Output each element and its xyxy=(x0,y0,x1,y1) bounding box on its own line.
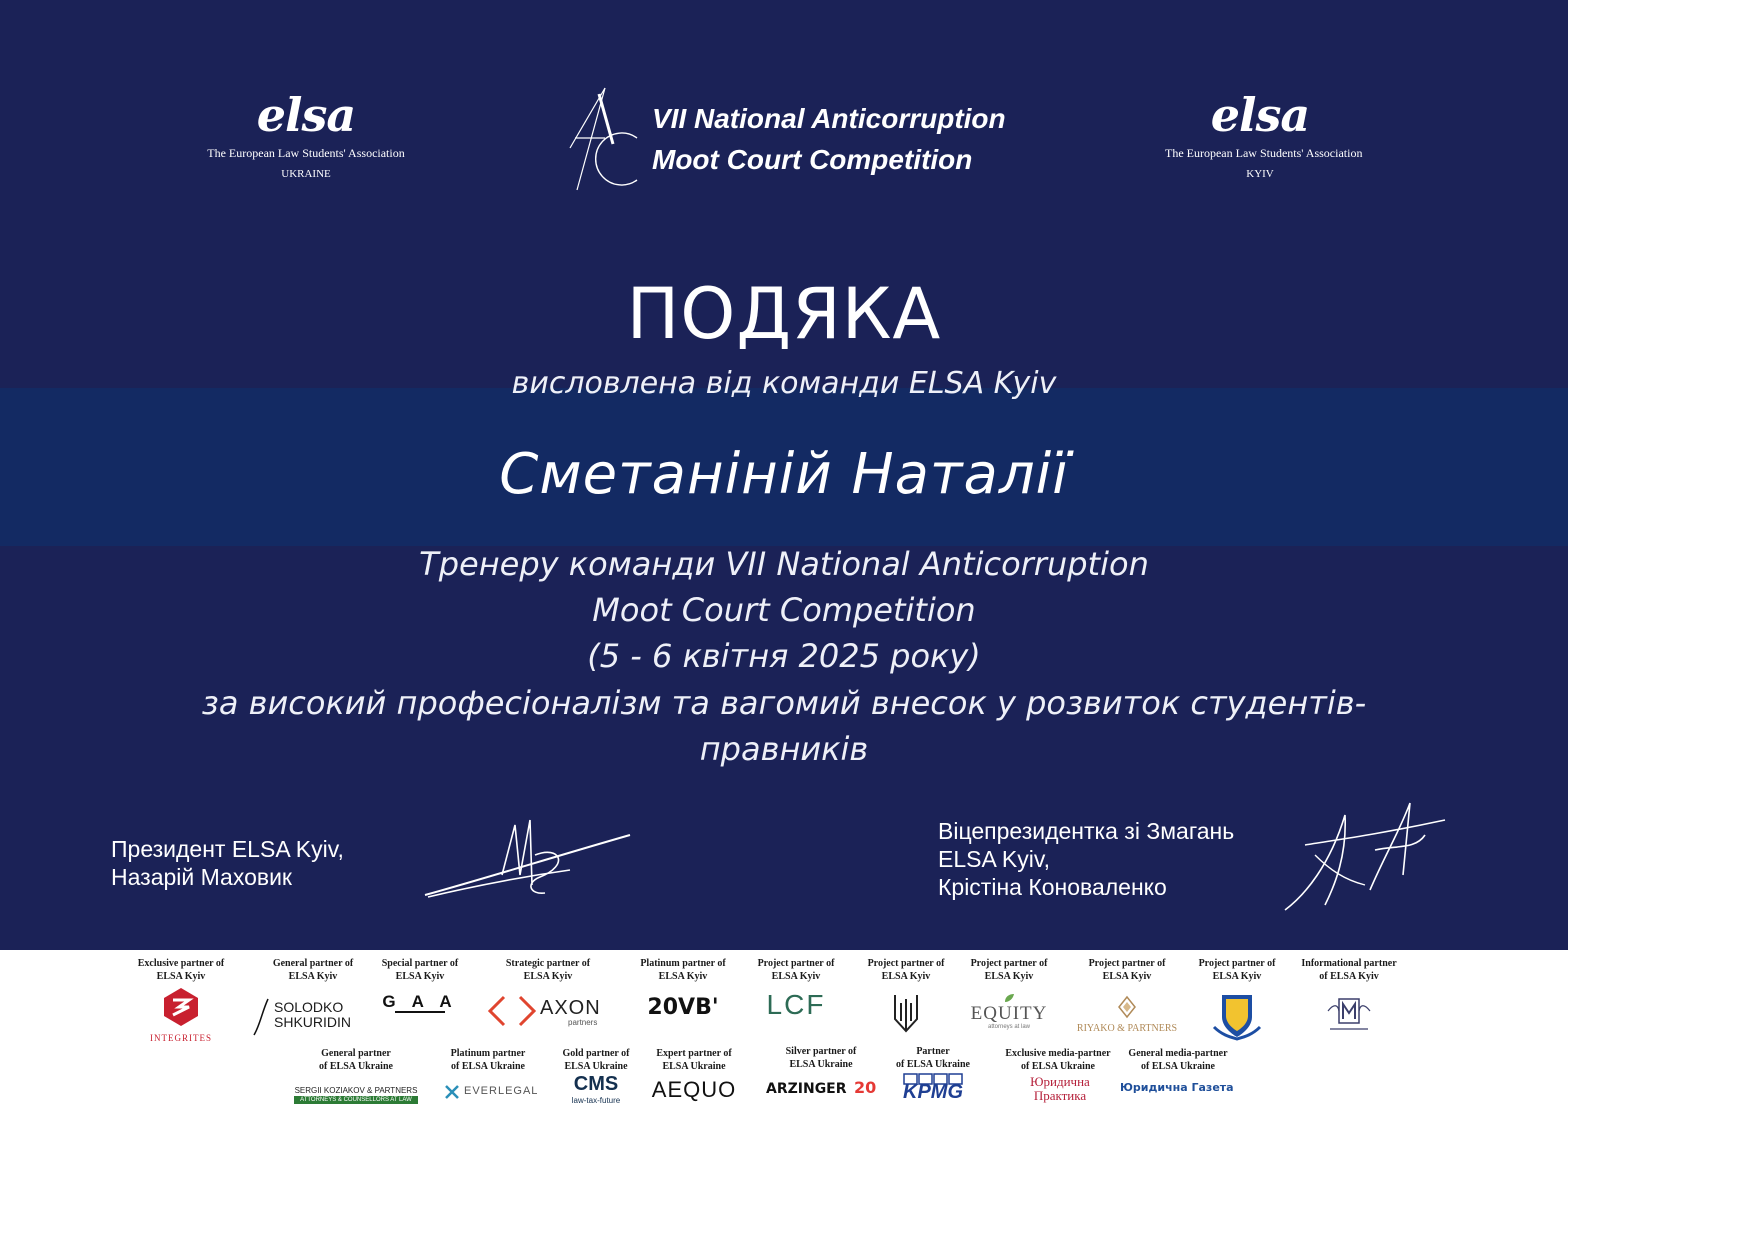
signatory-name: Крістіна Коноваленко xyxy=(938,874,1167,900)
integrites-icon xyxy=(164,988,198,1026)
partner-axon: Strategic partner of ELSA Kyiv AXON partners xyxy=(484,957,612,983)
certificate-subheading: висловлена від команди ELSA Kyiv xyxy=(511,366,1057,401)
partner-yurydychna-gazeta: General media-partner of ELSA Ukraine Юридична Газета xyxy=(1120,1048,1234,1094)
gaa-bar-icon xyxy=(395,1009,445,1015)
axon-brackets-icon xyxy=(488,995,536,1027)
partner-university-crest: Project partner of ELSA Kyiv xyxy=(1190,957,1284,983)
partner-everlegal: Platinum partner of ELSA Ukraine EVERLEGAL xyxy=(436,1047,540,1073)
everlegal-x-icon xyxy=(444,1084,460,1100)
riyako-diamond-icon xyxy=(1117,995,1137,1019)
competition-ac-logo xyxy=(565,86,643,192)
partner-solodko-shkuridin: General partner of ELSA Kyiv SOLODKO SHKURIDIN xyxy=(250,957,376,983)
competition-title-line2: Moot Court Competition xyxy=(652,144,973,175)
body-line-3: (5 - 6 квітня 2025 року) xyxy=(587,637,981,675)
partner-cms: Gold partner of ELSA Ukraine CMS law-tax-future xyxy=(562,1048,630,1105)
president-signatory xyxy=(111,835,344,891)
vice-president-signature xyxy=(1275,795,1450,920)
partner-riyako: Project partner of ELSA Kyiv RIYAKO & PARTNERS xyxy=(1076,958,1178,1034)
partner-informational: Informational partner of ELSA Kyiv xyxy=(1296,957,1402,983)
president-signature xyxy=(420,815,635,905)
elsa-ukraine-logo xyxy=(206,88,406,180)
association-country: KYIV xyxy=(1246,168,1274,180)
partner-sergii-koziakov: General partner of ELSA Ukraine SERGII KOZIAKOV & PARTNERS ATTORNEYS & COUNSELLORS AT LAW xyxy=(294,1048,418,1103)
body-line-2: Moot Court Competition xyxy=(592,591,976,629)
partner-trident-firm: Project partner of ELSA Kyiv xyxy=(858,957,954,983)
elsa-wordmark: elsa xyxy=(1210,88,1310,142)
partner-integrites: Exclusive partner of ELSA Kyiv INTEGRITES xyxy=(137,958,225,1043)
partner-gaa: Special partner of ELSA Kyiv G A A xyxy=(372,957,468,983)
equity-leaf-icon xyxy=(1003,993,1015,1003)
elsa-wordmark: elsa xyxy=(256,88,356,142)
university-crest-icon xyxy=(1212,991,1262,1041)
partner-equity: Project partner of ELSA Kyiv EQUITY attorneys at law xyxy=(970,958,1048,1030)
recipient-name: Сметаніній Наталії xyxy=(499,442,1069,507)
partners-strip xyxy=(0,950,1568,1109)
partner-yurydychna-praktyka: Exclusive media-partner of ELSA Ukraine Юридична Практика xyxy=(1005,1048,1111,1103)
body-line-4: за високий професіоналізм та вагомий внесок у розвиток студентів- xyxy=(201,684,1367,722)
competition-title xyxy=(652,98,1006,180)
association-name: The European Law Students' Association xyxy=(1165,146,1363,160)
partner-lcf: Project partner of ELSA Kyiv LCF xyxy=(757,958,835,1020)
association-name: The European Law Students' Association xyxy=(207,146,405,160)
partner-20vb: Platinum partner of ELSA Kyiv 20VB' xyxy=(640,958,726,1020)
partner-aequo: Expert partner of ELSA Ukraine AEQUO xyxy=(651,1048,737,1102)
partner-arzinger: Silver partner of ELSA Ukraine ARZINGER 20 xyxy=(766,1046,877,1097)
body-line-5: правників xyxy=(699,730,869,768)
association-country: UKRAINE xyxy=(281,168,331,180)
body-line-1: Тренеру команди VII National Anticorruption xyxy=(419,545,1149,583)
informational-emblem-icon xyxy=(1326,993,1372,1037)
signatory-org: ELSA Kyiv, xyxy=(938,846,1051,872)
signatory-title: Віцепрезидентка зі Змагань xyxy=(938,818,1235,844)
signatory-name: Назарій Маховик xyxy=(111,864,292,890)
trident-icon xyxy=(891,993,921,1035)
vice-president-signatory xyxy=(938,817,1234,901)
partner-kpmg: Partner of ELSA Ukraine KPMG xyxy=(896,1046,970,1103)
competition-title-line1: VII National Anticorruption xyxy=(652,103,1006,134)
solodko-slash-icon xyxy=(252,997,272,1037)
certificate-heading: ПОДЯКА xyxy=(626,273,942,355)
signatory-title: Президент ELSA Kyiv, xyxy=(111,836,344,862)
elsa-kyiv-logo xyxy=(1165,88,1363,180)
